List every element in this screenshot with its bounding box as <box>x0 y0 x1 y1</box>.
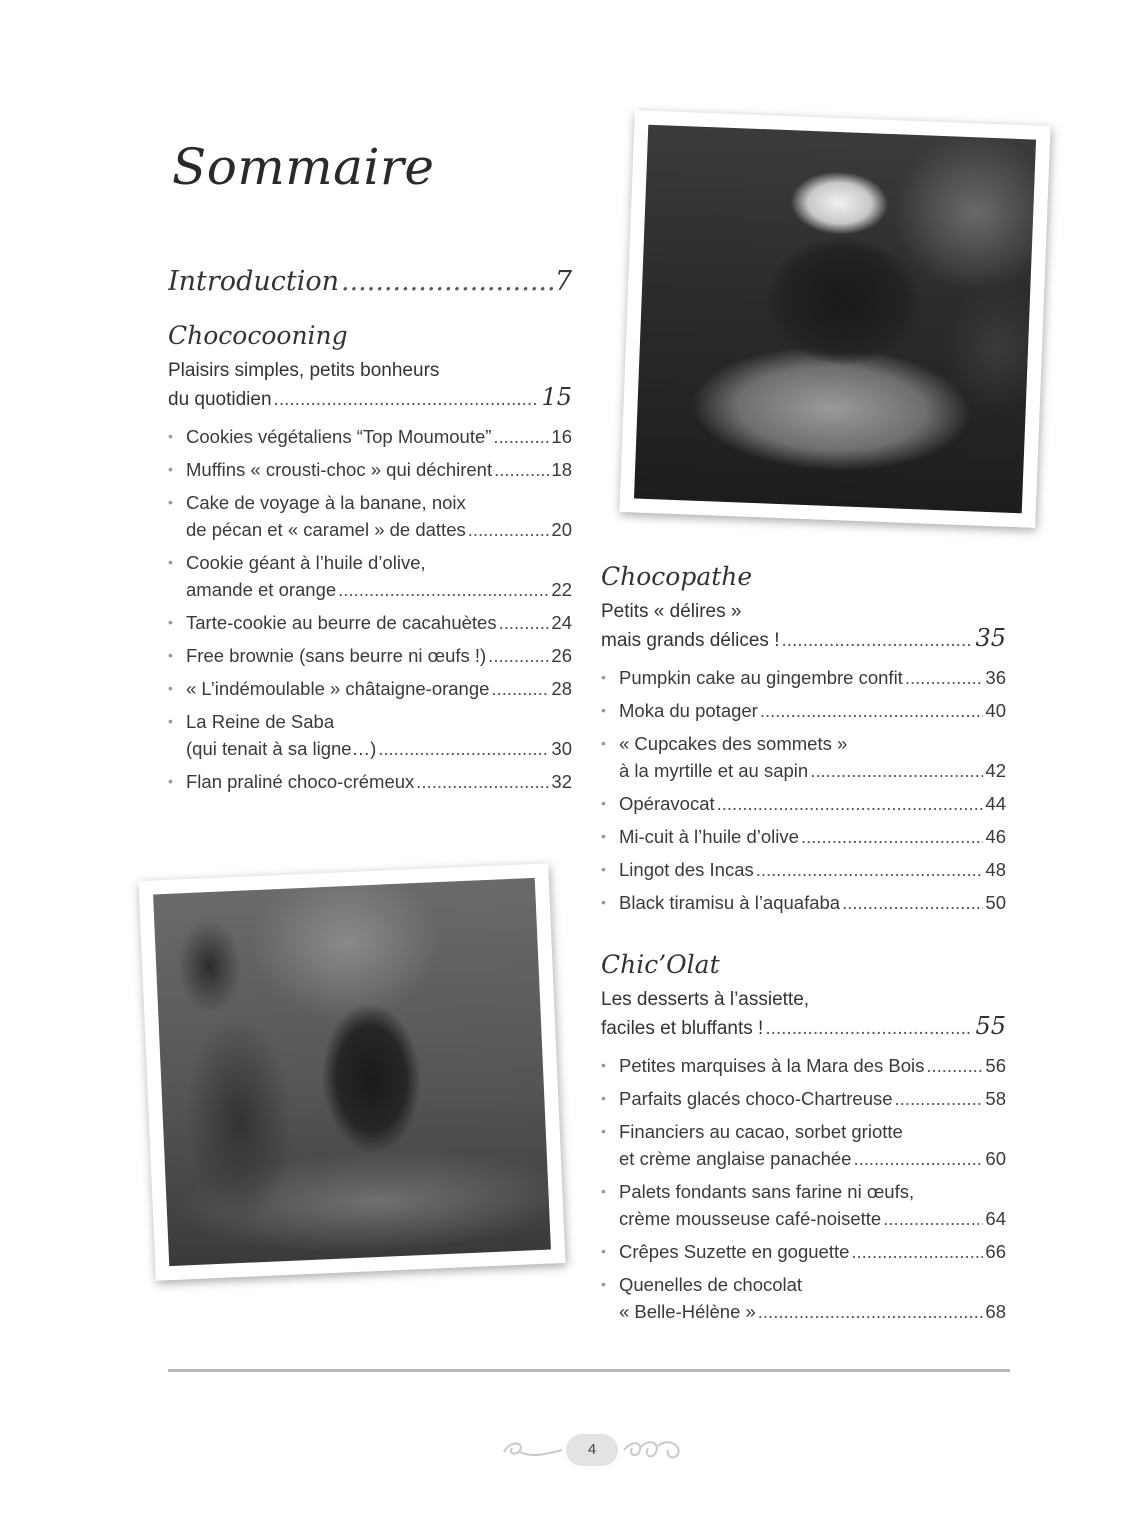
toc-introduction[interactable] <box>168 266 572 297</box>
leader-dots <box>717 790 984 817</box>
recipe-item[interactable] <box>601 1271 1006 1325</box>
subtitle-line-1: Petits « délires » <box>601 601 742 622</box>
recipe-item[interactable] <box>168 489 572 543</box>
recipe-title: Moka du potager <box>619 700 758 721</box>
leader-dots <box>810 757 983 784</box>
recipe-page: 48 <box>985 859 1006 880</box>
recipe-list <box>601 664 1006 916</box>
recipe-title-line-1: Cake de voyage à la banane, noix <box>186 492 466 513</box>
leader-dots <box>781 627 973 654</box>
recipe-item[interactable] <box>601 1178 1006 1232</box>
leader-dots <box>274 386 540 413</box>
section-page: 55 <box>975 1013 1006 1040</box>
recipe-item[interactable] <box>168 423 572 450</box>
recipe-title: Lingot des Incas <box>619 859 754 880</box>
leader-dots <box>895 1085 984 1112</box>
recipe-page: 64 <box>985 1208 1006 1229</box>
leader-dots <box>499 609 550 636</box>
recipe-page: 40 <box>985 700 1006 721</box>
leader-dots <box>338 576 549 603</box>
leader-dots <box>468 516 550 543</box>
recipe-page: 36 <box>985 667 1006 688</box>
leader-dots <box>378 735 549 762</box>
toc-column-left <box>168 266 572 801</box>
recipe-page: 68 <box>985 1301 1006 1322</box>
recipe-title: Pumpkin cake au gingembre confit <box>619 667 903 688</box>
recipe-title: Muffins « crousti-choc » qui déchirent <box>186 459 493 480</box>
recipe-page: 58 <box>985 1088 1006 1109</box>
recipe-item[interactable] <box>601 697 1006 724</box>
leader-dots <box>758 1298 984 1325</box>
leader-dots <box>494 456 549 483</box>
leader-dots <box>756 856 984 883</box>
bullet-icon: • <box>601 894 606 910</box>
bullet-icon: • <box>601 1276 606 1292</box>
recipe-title: Tarte-cookie au beurre de cacahuètes <box>186 612 497 633</box>
recipe-title-line-2: « Belle-Hélène » <box>619 1301 756 1322</box>
recipe-item[interactable] <box>601 1118 1006 1172</box>
bullet-icon: • <box>601 795 606 811</box>
page-number: 4 <box>566 1434 618 1466</box>
section-page: 15 <box>541 384 572 411</box>
section-chocopathe <box>601 560 1006 922</box>
leader-dots <box>760 697 984 724</box>
recipe-item[interactable] <box>168 642 572 669</box>
recipe-item[interactable] <box>168 675 572 702</box>
leader-dots <box>926 1052 983 1079</box>
section-page: 35 <box>975 625 1006 652</box>
cake-photo <box>619 110 1050 528</box>
bullet-icon: • <box>168 773 173 789</box>
section-subtitle[interactable] <box>601 986 1006 1042</box>
recipe-item[interactable] <box>168 456 572 483</box>
recipe-page: 50 <box>985 892 1006 913</box>
recipe-page: 20 <box>551 519 572 540</box>
subtitle-line-2 <box>601 1013 1006 1042</box>
leader-dots <box>341 266 553 297</box>
leader-dots <box>801 823 983 850</box>
bullet-icon: • <box>168 680 173 696</box>
recipe-item[interactable] <box>601 889 1006 916</box>
footer-rule <box>168 1369 1010 1372</box>
recipe-title-line-2: (qui tenait à sa ligne…) <box>186 738 377 759</box>
recipe-title-line-1: « Cupcakes des sommets » <box>619 733 848 754</box>
leader-dots <box>842 889 983 916</box>
cake-photo-image <box>634 125 1036 514</box>
recipe-item[interactable] <box>601 1052 1006 1079</box>
subtitle-text: faciles et bluffants ! <box>601 1018 764 1039</box>
recipe-item[interactable] <box>601 730 1006 784</box>
subtitle-line-2 <box>601 625 1006 654</box>
recipe-page: 42 <box>985 760 1006 781</box>
recipe-title-line-1: La Reine de Saba <box>186 711 335 732</box>
recipe-page: 30 <box>551 738 572 759</box>
recipe-item[interactable] <box>168 609 572 636</box>
bullet-icon: • <box>601 1123 606 1139</box>
subtitle-line-1: Les desserts à l’assiette, <box>601 989 810 1010</box>
recipe-title: Free brownie (sans beurre ni œufs !) <box>186 645 487 666</box>
section-subtitle[interactable] <box>601 598 1006 654</box>
recipe-title: Crêpes Suzette en goguette <box>619 1241 850 1262</box>
recipe-page: 28 <box>551 678 572 699</box>
bullet-icon: • <box>168 494 173 510</box>
recipe-page: 26 <box>551 645 572 666</box>
introduction-page: 7 <box>554 266 572 297</box>
recipe-title-line-2: et crème anglaise panachée <box>619 1148 852 1169</box>
recipe-title: Parfaits glacés choco-Chartreuse <box>619 1088 893 1109</box>
recipe-title: Cookies végétaliens “Top Moumoute” <box>186 426 492 447</box>
bullet-icon: • <box>601 1090 606 1106</box>
introduction-label: Introduction <box>168 266 339 297</box>
recipe-item[interactable] <box>601 1085 1006 1112</box>
subtitle-text: du quotidien <box>168 389 272 410</box>
recipe-page: 32 <box>551 771 572 792</box>
recipe-title-line-1: Cookie géant à l’huile d’olive, <box>186 552 426 573</box>
recipe-title-line-2: amande et orange <box>186 579 337 600</box>
recipe-page: 60 <box>985 1148 1006 1169</box>
bullet-icon: • <box>601 861 606 877</box>
recipe-item[interactable] <box>601 664 1006 691</box>
bullet-icon: • <box>168 428 173 444</box>
bullet-icon: • <box>601 1057 606 1073</box>
section-title: Chococooning <box>168 321 348 350</box>
recipe-item[interactable] <box>601 790 1006 817</box>
section-chicolat <box>601 948 1006 1331</box>
recipe-title: « L’indémoulable » châtaigne-orange <box>186 678 490 699</box>
subtitle-text: mais grands délices ! <box>601 630 780 651</box>
recipe-page: 46 <box>985 826 1006 847</box>
leader-dots <box>416 768 549 795</box>
bullet-icon: • <box>168 614 173 630</box>
bullet-icon: • <box>168 647 173 663</box>
recipe-list <box>601 1052 1006 1325</box>
leader-dots <box>491 675 549 702</box>
leader-dots <box>851 1238 983 1265</box>
leader-dots <box>853 1145 983 1172</box>
recipe-page: 56 <box>985 1055 1006 1076</box>
bullet-icon: • <box>601 828 606 844</box>
bullet-icon: • <box>168 713 173 729</box>
bullet-icon: • <box>601 735 606 751</box>
bullet-icon: • <box>601 1243 606 1259</box>
subtitle-line-2 <box>168 384 572 413</box>
recipe-title-line-1: Palets fondants sans farine ni œufs, <box>619 1181 915 1202</box>
recipe-title-line-2: de pécan et « caramel » de dattes <box>186 519 466 540</box>
recipe-title: Mi-cuit à l’huile d’olive <box>619 826 799 847</box>
recipe-page: 18 <box>551 459 572 480</box>
recipe-page: 66 <box>985 1241 1006 1262</box>
recipe-title-line-1: Quenelles de chocolat <box>619 1274 803 1295</box>
leader-dots <box>765 1015 973 1042</box>
recipe-title: Opéravocat <box>619 793 715 814</box>
leader-dots <box>905 664 984 691</box>
recipe-item[interactable] <box>168 708 572 762</box>
recipe-item[interactable] <box>168 549 572 603</box>
bullet-icon: • <box>601 1183 606 1199</box>
recipe-title-line-2: à la myrtille et au sapin <box>619 760 809 781</box>
recipe-title: Flan praliné choco-crémeux <box>186 771 415 792</box>
recipe-page: 22 <box>551 579 572 600</box>
section-title: Chocopathe <box>601 562 753 591</box>
leader-dots <box>883 1205 983 1232</box>
recipe-page: 44 <box>985 793 1006 814</box>
bullet-icon: • <box>601 702 606 718</box>
bullet-icon: • <box>168 461 173 477</box>
section-subtitle[interactable] <box>168 357 572 413</box>
bullet-icon: • <box>601 669 606 685</box>
page-title: Sommaire <box>172 138 435 196</box>
leader-dots <box>488 642 549 669</box>
cookies-photo <box>138 863 565 1281</box>
section-title: Chic’Olat <box>601 950 720 979</box>
recipe-title: Petites marquises à la Mara des Bois <box>619 1055 925 1076</box>
recipe-item[interactable] <box>168 768 572 795</box>
recipe-title-line-1: Financiers au cacao, sorbet griotte <box>619 1121 903 1142</box>
subtitle-line-1: Plaisirs simples, petits bonheurs <box>168 360 440 381</box>
recipe-page: 16 <box>551 426 572 447</box>
leader-dots <box>493 423 549 450</box>
cookies-photo-image <box>153 878 551 1266</box>
recipe-item[interactable] <box>601 823 1006 850</box>
recipe-list <box>168 423 572 795</box>
recipe-item[interactable] <box>601 1238 1006 1265</box>
recipe-item[interactable] <box>601 856 1006 883</box>
section-chococooning <box>168 319 572 795</box>
bullet-icon: • <box>168 554 173 570</box>
recipe-page: 24 <box>551 612 572 633</box>
recipe-title-line-2: crème mousseuse café-noisette <box>619 1208 882 1229</box>
recipe-title: Black tiramisu à l’aquafaba <box>619 892 841 913</box>
page-footer <box>500 1430 686 1470</box>
